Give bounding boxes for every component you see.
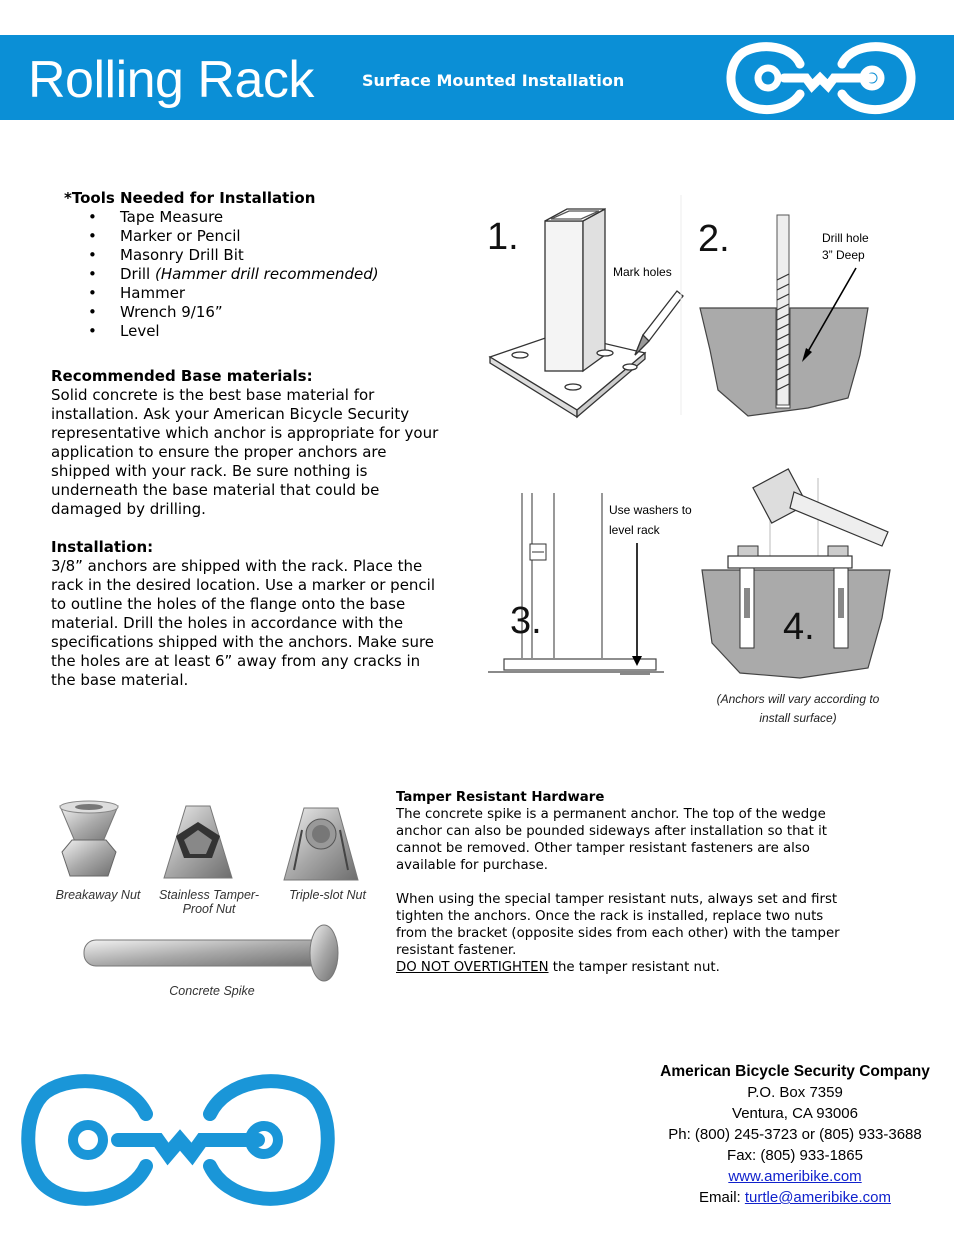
text-line: the base material.	[51, 671, 189, 689]
text-line: material. Drill the holes in accordance with the	[51, 614, 404, 632]
list-item: • Hammer	[64, 284, 379, 303]
text-line: Solid concrete is the best base material for	[51, 386, 375, 404]
text-line: installation. Ask your American Bicycle Security	[51, 405, 410, 423]
step3-label-line: level rack	[609, 523, 660, 537]
step2-label-line: 3” Deep	[822, 248, 865, 262]
breakaway-nut-caption: Breakaway Nut	[55, 888, 141, 902]
company-contact	[645, 1061, 945, 1208]
caption-line: Stainless Tamper-	[158, 888, 260, 902]
text-line: tighten the anchors. Once the rack is installed, replace two nuts	[396, 909, 824, 924]
text-line: available for purchase.	[396, 858, 549, 873]
warning-line	[396, 959, 936, 976]
step3-number: 3.	[510, 600, 542, 642]
overtighten-warning: DO NOT OVERTIGHTEN	[396, 960, 549, 975]
text-line: representative which anchor is appropriate for your	[51, 424, 439, 442]
text-line: to outline the holes of the flange onto the base	[51, 595, 406, 613]
text-line: underneath the base material that could be	[51, 481, 380, 499]
text-line: damaged by drilling.	[51, 500, 206, 518]
concrete-spike-caption: Concrete Spike	[169, 984, 255, 998]
text-line: the holes are at least 6” away from any cracks in	[51, 652, 421, 670]
company-po-box: P.O. Box 7359	[747, 1084, 843, 1101]
text-line: cannot be removed. Other tamper resistant fasteners are also	[396, 841, 810, 856]
text-line: resistant fastener.	[396, 943, 517, 958]
text-line: shipped with your rack. Be sure nothing is	[51, 462, 368, 480]
list-item: • Tape Measure	[64, 208, 379, 227]
text-line: anchor can also be pounded sideways after installation so that it	[396, 824, 827, 839]
list-item: • Drill (Hammer drill recommended)	[64, 265, 379, 284]
step2-label	[822, 230, 869, 264]
page-subtitle: Surface Mounted Installation	[362, 71, 625, 90]
key-logo-large-icon	[18, 1068, 338, 1213]
step2-label-line: Drill hole	[822, 231, 869, 245]
tamper-section	[396, 789, 936, 976]
installation-section	[51, 538, 461, 690]
website-link[interactable]: www.ameribike.com	[728, 1168, 862, 1185]
warning-rest: the tamper resistant nut.	[548, 960, 720, 975]
step1-label: Mark holes	[613, 265, 672, 279]
step2-number: 2.	[698, 218, 730, 260]
base-materials-section	[51, 367, 461, 519]
text-line: 3/8” anchors are shipped with the rack. Place the	[51, 557, 423, 575]
list-item: • Marker or Pencil	[64, 227, 379, 246]
text-line: from the bracket (opposite sides from each other) with the tamper	[396, 926, 840, 941]
base-materials-heading: Recommended Base materials:	[51, 367, 313, 385]
text-line: The concrete spike is a permanent anchor. The top of the wedge	[396, 807, 826, 822]
stainless-nut-caption	[150, 888, 268, 916]
step4-caption-line: (Anchors will vary according to	[716, 692, 880, 706]
text-line: When using the special tamper resistant nuts, always set and first	[396, 892, 838, 907]
text-line: specifications shipped with the anchors. Make sure	[51, 633, 435, 651]
email-line	[645, 1187, 945, 1208]
step4-caption	[688, 690, 908, 728]
step3-label	[609, 500, 692, 540]
step3-label-line: Use washers to	[609, 503, 692, 517]
page-title: Rolling Rack	[28, 51, 314, 109]
triple-slot-caption: Triple-slot Nut	[289, 888, 366, 902]
drill-note: (Hammer drill recommended)	[155, 265, 379, 283]
text-line: rack in the desired location. Use a marker or pencil	[51, 576, 436, 594]
company-phone: Ph: (800) 245-3723 or (805) 933-3688	[668, 1126, 922, 1143]
company-city: Ventura, CA 93006	[732, 1105, 858, 1122]
list-item: • Wrench 9/16”	[64, 303, 379, 322]
step4-number: 4.	[783, 606, 815, 648]
company-fax: Fax: (805) 933-1865	[727, 1147, 863, 1164]
list-item: • Level	[64, 322, 379, 341]
installation-heading: Installation:	[51, 538, 154, 556]
step1-number: 1.	[487, 216, 519, 258]
key-logo-icon	[722, 38, 922, 118]
list-item: • Masonry Drill Bit	[64, 246, 379, 265]
tools-heading: *Tools Needed for Installation	[64, 189, 316, 207]
company-name: American Bicycle Security Company	[660, 1063, 930, 1080]
email-label: Email:	[699, 1189, 745, 1206]
step4-illustration	[700, 468, 895, 688]
text-line: application to ensure the proper anchors are	[51, 443, 387, 461]
tamper-heading: Tamper Resistant Hardware	[396, 790, 605, 805]
caption-line: Proof Nut	[182, 902, 236, 916]
email-link[interactable]: turtle@ameribike.com	[744, 1189, 891, 1206]
step4-caption-line: install surface)	[759, 711, 837, 725]
tools-list	[64, 208, 379, 341]
